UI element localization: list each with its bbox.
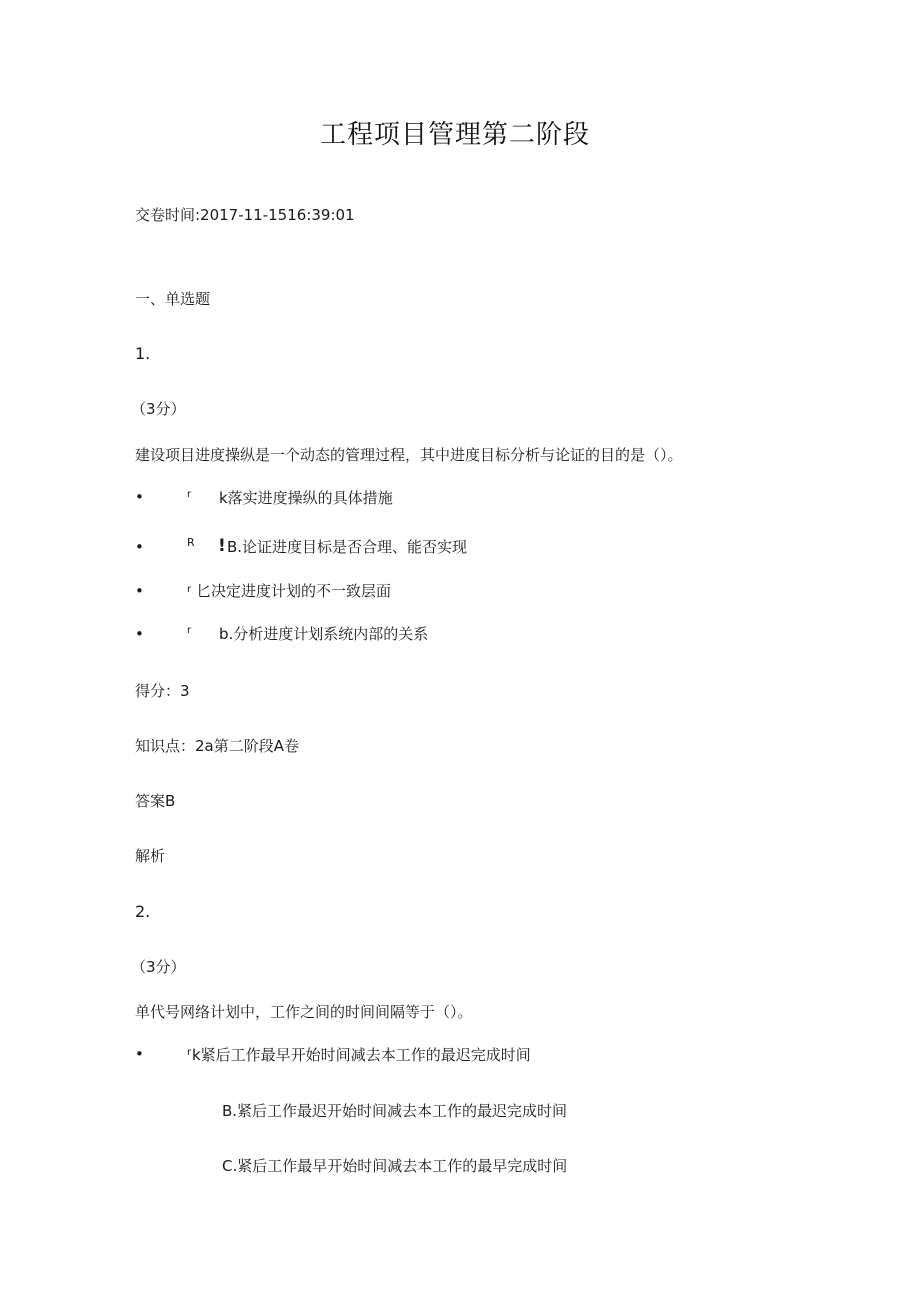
bullet: • [135, 582, 144, 600]
selected-mark: ! [218, 536, 226, 556]
question-stem: 单代号网络计划中，工作之间的时间间隔等于（）。 [135, 1003, 473, 1021]
question-points: （3分） [131, 958, 186, 976]
question-stem: 建设项目进度操纵是一个动态的管理过程，其中进度目标分析与论证的目的是（）。 [135, 446, 683, 464]
option-text: B.论证进度目标是否合理、能否实现 [227, 538, 468, 556]
score: 得分：3 [135, 682, 190, 700]
option-text: C.紧后工作最早开始时间减去本工作的最早完成时间 [222, 1157, 568, 1175]
bullet: • [135, 625, 144, 643]
question-number: 1. [135, 344, 151, 363]
option-text: k落实进度操纵的具体措施 [219, 489, 393, 507]
option-text: 匕决定进度计划的不一致层面 [196, 582, 392, 600]
option-radio-mark[interactable]: r [187, 625, 192, 636]
option-text: B.紧后工作最迟开始时间减去本工作的最迟完成时间 [222, 1102, 568, 1120]
bullet: • [135, 488, 144, 506]
section-heading: 一、单选题 [135, 290, 211, 308]
question-number: 2. [135, 902, 151, 921]
option-text: k紧后工作最早开始时间减去本工作的最迟完成时间 [192, 1046, 531, 1064]
answer: 答案B [135, 792, 176, 810]
knowledge-point: 知识点：2a第二阶段A卷 [135, 737, 299, 755]
option-text: b.分析进度计划系统内部的关系 [219, 625, 429, 643]
submit-time: 交卷时间:2017-11-1516:39:01 [135, 206, 355, 224]
option-radio-mark[interactable]: r [187, 489, 192, 500]
option-radio-mark[interactable]: R [187, 536, 195, 549]
bullet: • [135, 1045, 144, 1063]
question-points: （3分） [131, 400, 186, 418]
option-radio-mark[interactable]: r [187, 1047, 192, 1058]
page-title: 工程项目管理第二阶段 [320, 120, 591, 150]
bullet: • [135, 538, 144, 556]
analysis: 解析 [135, 847, 166, 865]
option-radio-mark[interactable]: r [187, 584, 192, 595]
